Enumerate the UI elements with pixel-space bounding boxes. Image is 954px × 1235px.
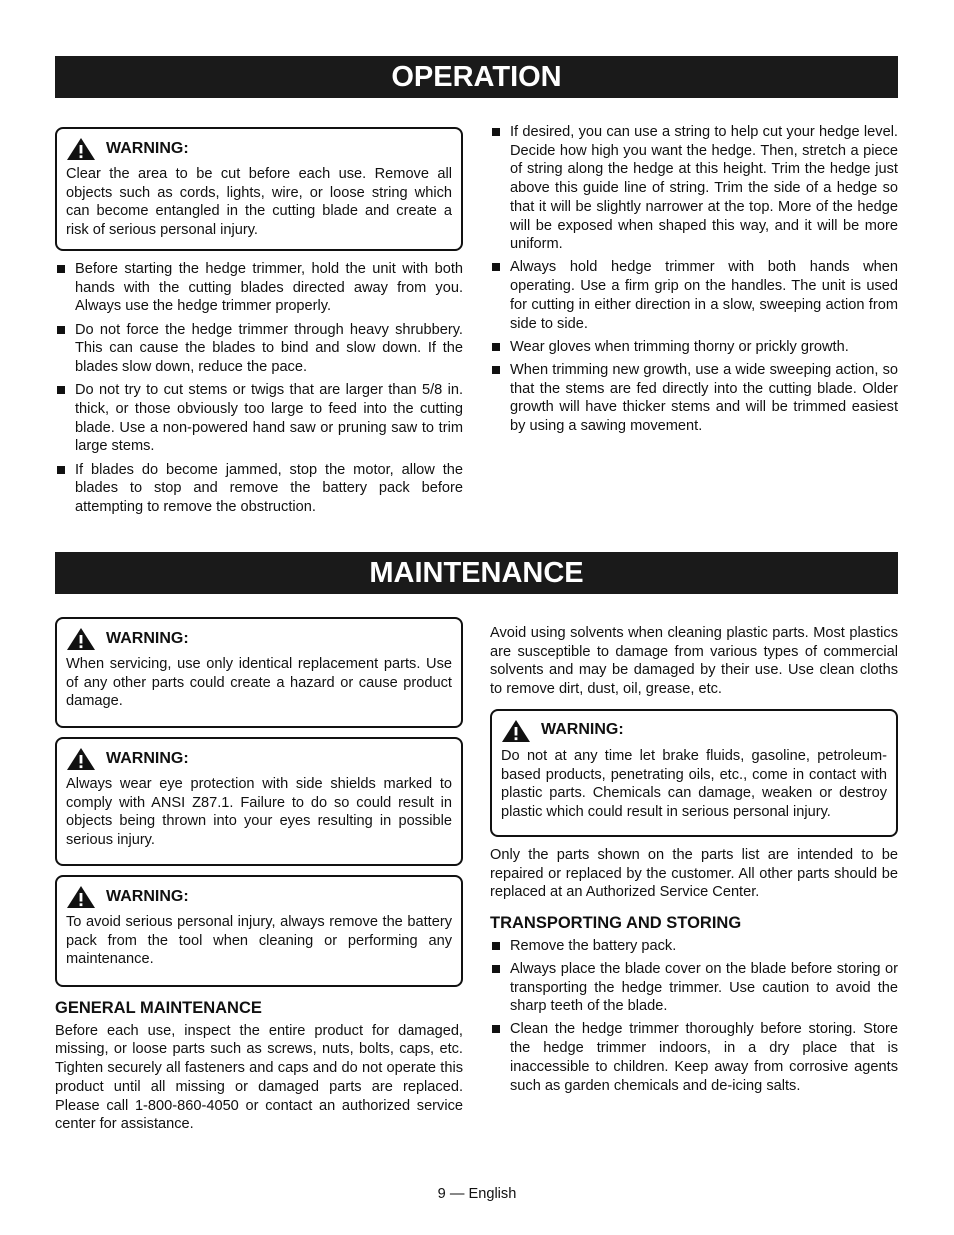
- maintenance-title: MAINTENANCE: [369, 557, 584, 589]
- operation-warning-box: [55, 127, 463, 251]
- warning-label: WARNING:: [106, 139, 189, 157]
- warning-text: To avoid serious personal injury, always remove the battery pack from the tool when cleaning or performing any maintenance.: [66, 914, 452, 968]
- warning-text: When servicing, use only identical replacement parts. Use of any other parts could create a hazard or cause product damage.: [66, 656, 452, 710]
- general-maintenance-text: Before each use, inspect the entire product for damaged, missing, or loose parts such as screws, nuts, bolts, caps, etc. Tighten securely all fasteners and caps and do not operate this product until all missing or damaged parts are replaced. Please call 1-800-860-4050 or contact an authorized service center for assistance.: [55, 1022, 463, 1133]
- operation-left-column: [55, 127, 463, 521]
- warning-text: Always wear eye protection with side shields marked to comply with ANSI Z87.1. Failure to do so could result in objects being thrown into your eyes resulting in possible serious injury.: [66, 776, 452, 849]
- maintenance-left-column: [55, 617, 463, 1134]
- solvents-text: Avoid using solvents when cleaning plastic parts. Most plastics are susceptible to damage from various types of commercial solvents and may be damaged by their use. Use clean cloths to remove dirt, dust, oil, grease, etc.: [490, 625, 898, 698]
- parts-text: Only the parts shown on the parts list are intended to be repaired or replaced by the customer. All other parts should be replaced at an Authorized Service Center.: [490, 846, 898, 901]
- list-item: Wear gloves when trimming thorny or prickly growth.: [490, 338, 898, 357]
- warning-header: [66, 885, 452, 909]
- warning-label: WARNING:: [106, 629, 189, 647]
- warning-label: WARNING:: [106, 749, 189, 767]
- page-number: 9 — English: [437, 1186, 517, 1202]
- transporting-bullets: [490, 937, 898, 1096]
- list-item: Before starting the hedge trimmer, hold the unit with both hands with the cutting blades directed away from you. Always use the hedge trimmer properly.: [55, 260, 463, 316]
- operation-right-bullets: [490, 123, 898, 436]
- warning-header: [501, 719, 887, 743]
- warning-triangle-icon: [66, 137, 96, 161]
- operation-banner: [55, 56, 898, 98]
- maintenance-warning-box-2: [55, 737, 463, 866]
- warning-triangle-icon: [501, 719, 531, 743]
- operation-title: OPERATION: [391, 61, 562, 93]
- warning-header: [66, 747, 452, 771]
- warning-header: [66, 627, 452, 651]
- list-item: Always place the blade cover on the blade before storing or transporting the hedge trimmer. Use caution to avoid the sharp teeth of the blade.: [490, 960, 898, 1016]
- warning-triangle-icon: [66, 885, 96, 909]
- operation-right-column: [490, 123, 898, 440]
- warning-text: Clear the area to be cut before each use. Remove all objects such as cords, lights, wire, or loose string which can become entangled in the cutting blade and create a risk of serious personal injury.: [66, 166, 452, 239]
- general-maintenance-heading: GENERAL MAINTENANCE: [55, 999, 262, 1017]
- operation-left-bullets: [55, 260, 463, 517]
- list-item: When trimming new growth, use a wide sweeping action, so that the stems are fed directly into the cutting blade. Older growth will have thicker stems and will be trimmed easiest by using a sawing movement.: [490, 361, 898, 436]
- list-item: Do not force the hedge trimmer through heavy shrubbery. This can cause the blades to bind and slow down. If the blades slow down, reduce the pace.: [55, 321, 463, 377]
- maintenance-banner: [55, 552, 898, 594]
- list-item: Remove the battery pack.: [490, 937, 898, 956]
- list-item: If desired, you can use a string to help cut your hedge level. Decide how high you want the hedge. Then, stretch a piece of string along the hedge at this height. Trim the hedge just above this guide line of string. Trim the side of a hedge so that it will be slightly narrower at the top. More of the hedge will be exposed when shaped this way, and it will be more uniform.: [490, 123, 898, 254]
- warning-triangle-icon: [66, 627, 96, 651]
- maintenance-right-column: [490, 624, 898, 1100]
- maintenance-warning-box-right: [490, 709, 898, 837]
- maintenance-warning-box-1: [55, 617, 463, 728]
- warning-header: [66, 137, 452, 161]
- warning-text: Do not at any time let brake fluids, gasoline, petroleum-based products, penetrating oils, etc., come in contact with plastic parts. Chemicals can damage, weaken or destroy plastic which could result in serious personal injury.: [501, 747, 887, 820]
- list-item: If blades do become jammed, stop the motor, allow the blades to stop and remove the battery pack before attempting to remove the obstruction.: [55, 461, 463, 517]
- warning-triangle-icon: [66, 747, 96, 771]
- list-item: Clean the hedge trimmer thoroughly before storing. Store the hedge trimmer indoors, in a dry place that is inaccessible to children. Keep away from corrosive agents such as garden chemicals and de-icing salts.: [490, 1020, 898, 1095]
- warning-label: WARNING:: [541, 721, 624, 739]
- warning-label: WARNING:: [106, 887, 189, 905]
- page-footer: [0, 1186, 954, 1202]
- maintenance-warning-box-3: [55, 875, 463, 987]
- transporting-heading: TRANSPORTING AND STORING: [490, 913, 742, 932]
- list-item: Always hold hedge trimmer with both hands when operating. Use a firm grip on the handles. The unit is used for cutting in either direction in a slow, sweeping action from side to side.: [490, 258, 898, 333]
- list-item: Do not try to cut stems or twigs that are larger than 5/8 in. thick, or those obviously too large to feed into the cutting blade. Use a non-powered hand saw or pruning saw to trim large stems.: [55, 381, 463, 456]
